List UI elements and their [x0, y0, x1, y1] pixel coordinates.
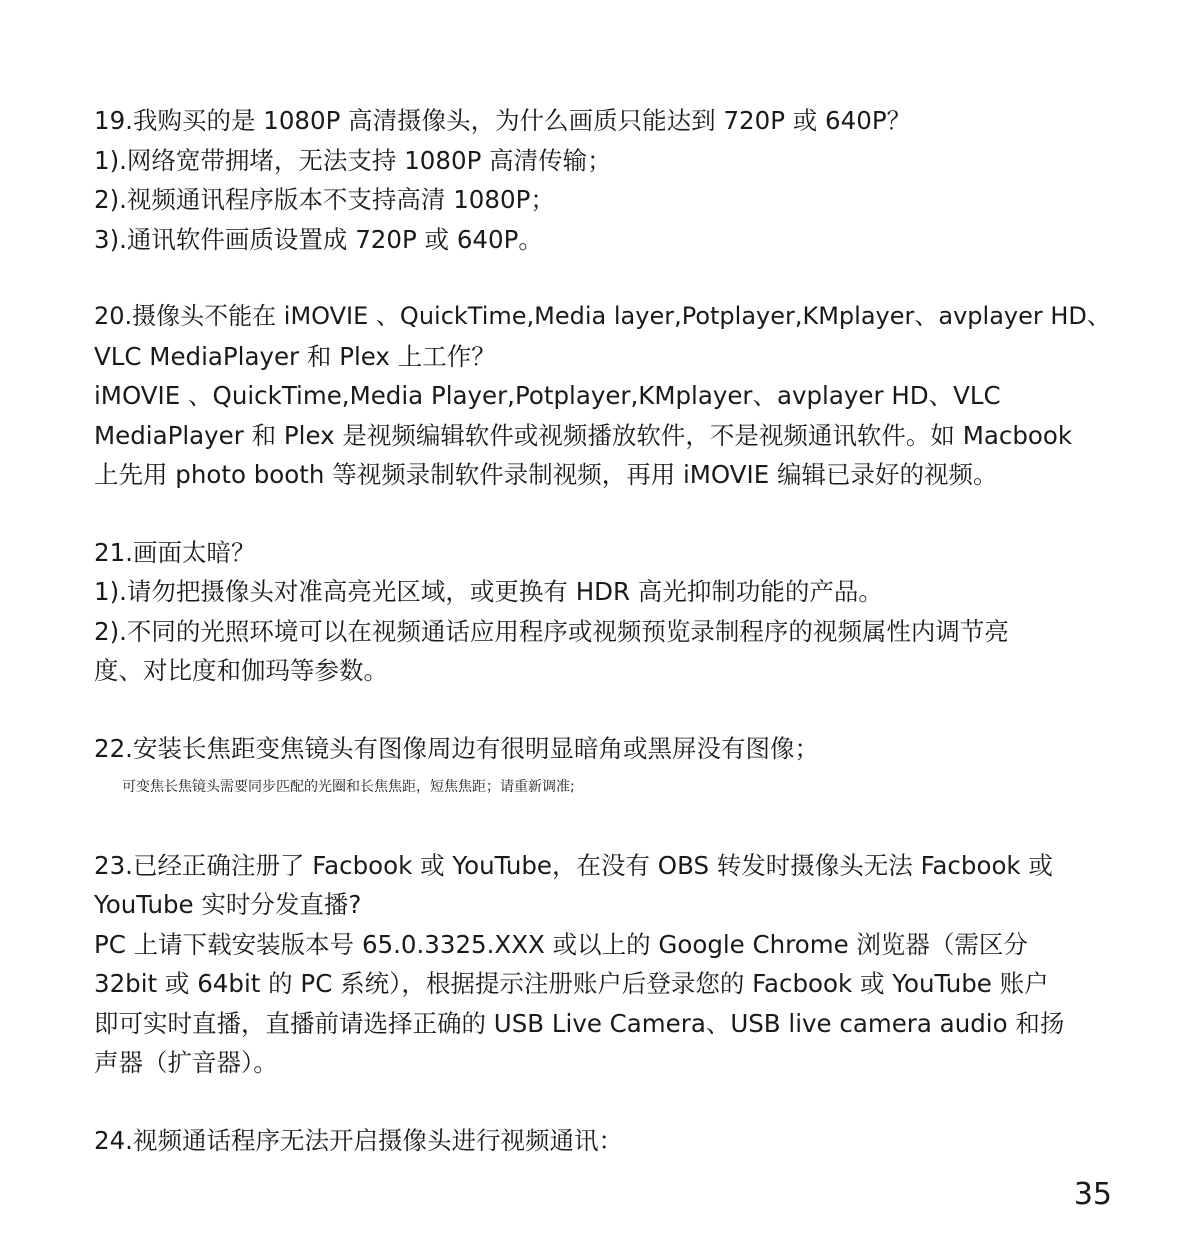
- document-body: [94, 101, 1124, 1160]
- paragraph-gap: [94, 691, 1124, 729]
- answer-line: 32bit 或 64bit 的 PC 系统），根据提示注册账户后登录您的 Facbook 或 YouTube 账户: [94, 969, 1049, 998]
- question-heading: 20.摄像头不能在 iMOVIE 、QuickTime,Media layer,Potplayer,KMplayer、avplayer HD、: [94, 302, 1111, 330]
- paragraph-gap: [94, 259, 1124, 297]
- faq-19: [94, 101, 1124, 259]
- answer-line: 3).通讯软件画质设置成 720P 或 640P。: [94, 224, 543, 254]
- question-heading-continued: YouTube 实时分发直播?: [94, 890, 362, 919]
- answer-line: 声器（扩音器）。: [94, 1048, 278, 1077]
- paragraph-gap: [94, 1083, 1124, 1121]
- answer-line: 2).不同的光照环境可以在视频通话应用程序或视频预览录制程序的视频属性内调节亮: [94, 616, 1009, 646]
- answer-line: iMOVIE 、QuickTime,Media Player,Potplayer,KMplayer、avplayer HD、VLC: [94, 381, 1001, 410]
- faq-23: [94, 846, 1124, 1083]
- answer-line: 即可实时直播，直播前请选择正确的 USB Live Camera、USB live camera audio 和扬: [94, 1008, 1065, 1038]
- question-heading: 21.画面太暗？: [94, 537, 256, 567]
- question-heading: 19.我购买的是 1080P 高清摄像头，为什么画质只能达到 720P 或 640P？: [94, 106, 912, 135]
- answer-line: MediaPlayer 和 Plex 是视频编辑软件或视频播放软件，不是视频通讯软件。如 Macbook: [94, 420, 1073, 450]
- answer-line: 1).请勿把摄像头对准高亮光区域，或更换有 HDR 高光抑制功能的产品。: [94, 577, 883, 606]
- question-heading-continued: VLC MediaPlayer 和 Plex 上工作？: [94, 341, 496, 371]
- faq-21: [94, 533, 1124, 691]
- faq-22: [94, 729, 1124, 808]
- answer-line: PC 上请下载安装版本号 65.0.3325.XXX 或以上的 Google Chrome 浏览器（需区分: [94, 929, 1028, 959]
- answer-line: 1).网络宽带拥堵，无法支持 1080P 高清传输；: [94, 145, 612, 175]
- answer-line: 上先用 photo booth 等视频录制软件录制视频，再用 iMOVIE 编辑已录好的视频。: [94, 460, 998, 489]
- question-heading: 23.已经正确注册了 Facbook 或 YouTube，在没有 OBS 转发时摄像头无法 Facbook 或: [94, 850, 1053, 880]
- question-heading: 22.安装长焦距变焦镜头有图像周边有很明显暗角或黑屏没有图像；: [94, 733, 819, 763]
- question-heading: 24.视频通话程序无法开启摄像头进行视频通讯：: [94, 1125, 623, 1155]
- answer-line: 2).视频通讯程序版本不支持高清 1080P；: [94, 185, 555, 214]
- answer-line: 度、对比度和伽玛等参数。: [94, 656, 388, 685]
- paragraph-gap: [94, 495, 1124, 533]
- faq-24: [94, 1121, 1124, 1161]
- paragraph-gap: [94, 808, 1124, 846]
- answer-line: 可变焦长焦镜头需要同步匹配的光圈和长焦焦距，短焦焦距；请重新调准;: [122, 779, 575, 795]
- page-number: 35: [1073, 1177, 1112, 1212]
- faq-20: [94, 297, 1124, 495]
